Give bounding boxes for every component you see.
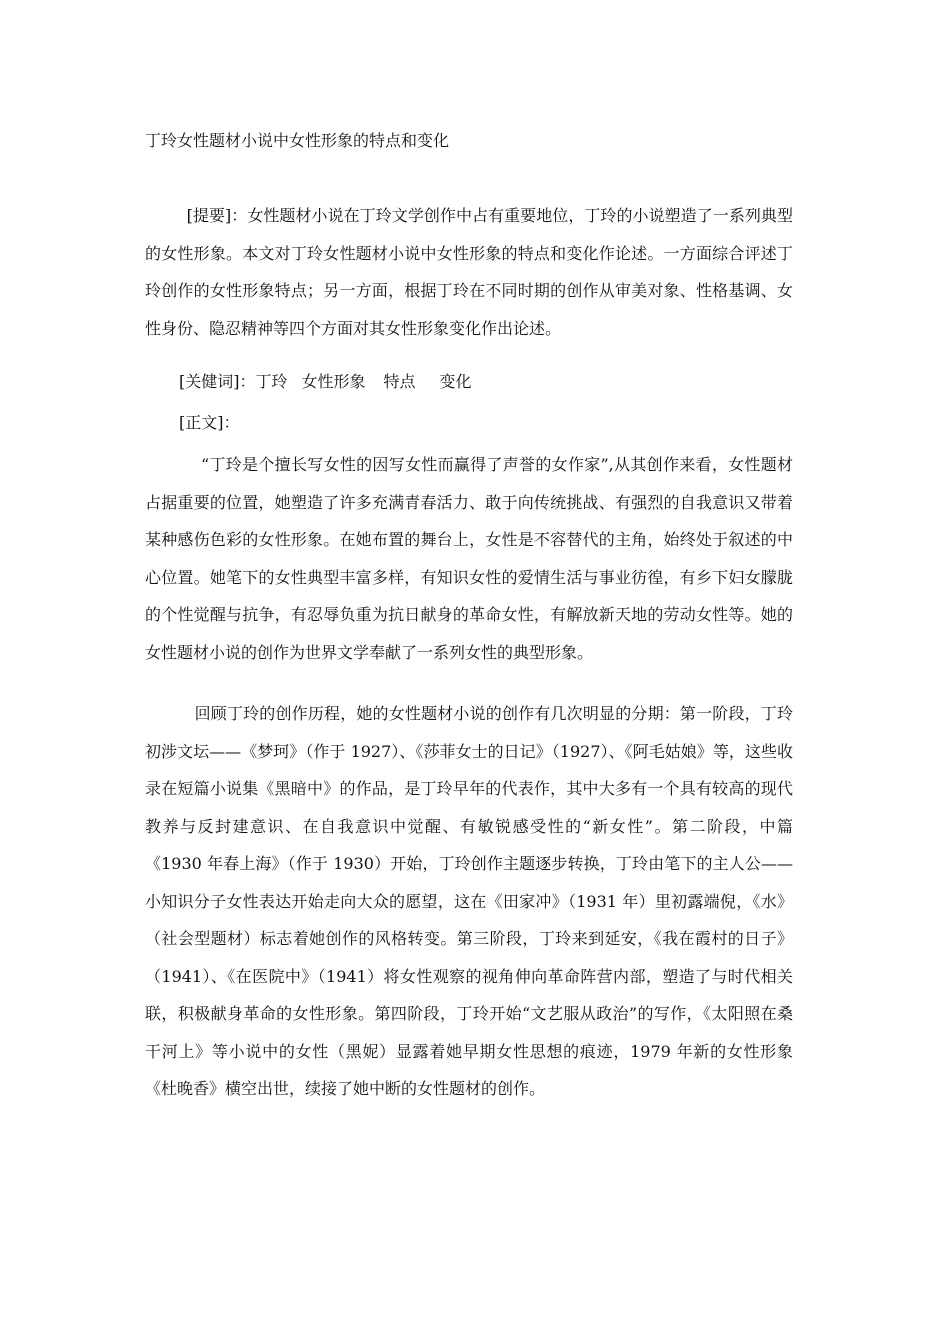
keywords-line (179, 363, 472, 401)
abstract-paragraph: [提要]：女性题材小说在丁玲文学创作中占有重要地位，丁玲的小说塑造了一系列典型的女性形象。本文对丁玲女性题材小说中女性形象的特点和变化作论述。一方面综合评述丁玲创作的女性形象特点；另一方面，根据丁玲在不同时期的创作从审美对象、性格基调、女性身份、隐忍精神等四个方面对其女性形象变化作出论述。 (145, 206, 793, 338)
keywords-label: [关健词]： (179, 372, 256, 391)
keyword-item: 特点 (383, 372, 416, 391)
keyword-item: 丁玲 (255, 372, 288, 391)
main-text-label: [正文]： (179, 413, 240, 432)
document-title: 丁玲女性题材小说中女性形象的特点和变化 (145, 131, 450, 150)
body-paragraph: “丁玲是个擅长写女性的因写女性而赢得了声誉的女作家”,从其创作来看，女性题材占据重要的位置，她塑造了许多充满青春活力、敢于向传统挑战、有强烈的自我意识又带着某种感伤色彩的女性形象。在她布置的舞台上，女性是不容替代的主角，始终处于叙述的中心位置。她笔下的女性典型丰富多样，有知识女性的爱情生活与事业彷徨，有乡下妇女朦胧的个性觉醒与抗争，有忍辱负重为抗日献身的革命女性，有解放新天地的劳动女性等。她的女性题材小说的创作为世界文学奉献了一系列女性的典型形象。 (145, 455, 793, 662)
body-paragraph: 回顾丁玲的创作历程，她的女性题材小说的创作有几次明显的分期：第一阶段，丁玲初涉文坛——《梦珂》（作于 1927）、《莎菲女士的日记》（1927）、《阿毛姑娘》等，这些收录在短篇小说集《黑暗中》的作品，是丁玲早年的代表作，其中大多有一个具有较高的现代教养与反封建意识、在自我意识中觉醒、有敏锐感受性的“新女性”。第二阶段，中篇《1930 年春上海》（作于 1930）开始，丁玲创作主题逐步转换，丁玲由笔下的主人公——小知识分子女性表达开始走向大众的愿望，这在《田家冲》（1931 年）里初露端倪，《水》（社会型题材）标志着她创作的风格转变。第三阶段，丁玲来到延安，《我在霞村的日子》（1941）、《在医院中》（1941）将女性观察的视角伸向革命阵营内部，塑造了与时代相关联，积极献身革命的女性形象。第四阶段，丁玲开始“文艺服从政治”的写作，《太阳照在桑干河上》等小说中的女性（黑妮）显露着她早期女性思想的痕迹，1979 年新的女性形象《杜晚香》横空出世，续接了她中断的女性题材的创作。 (145, 704, 793, 1098)
keyword-item: 变化 (439, 372, 472, 391)
keyword-item: 女性形象 (301, 372, 366, 391)
